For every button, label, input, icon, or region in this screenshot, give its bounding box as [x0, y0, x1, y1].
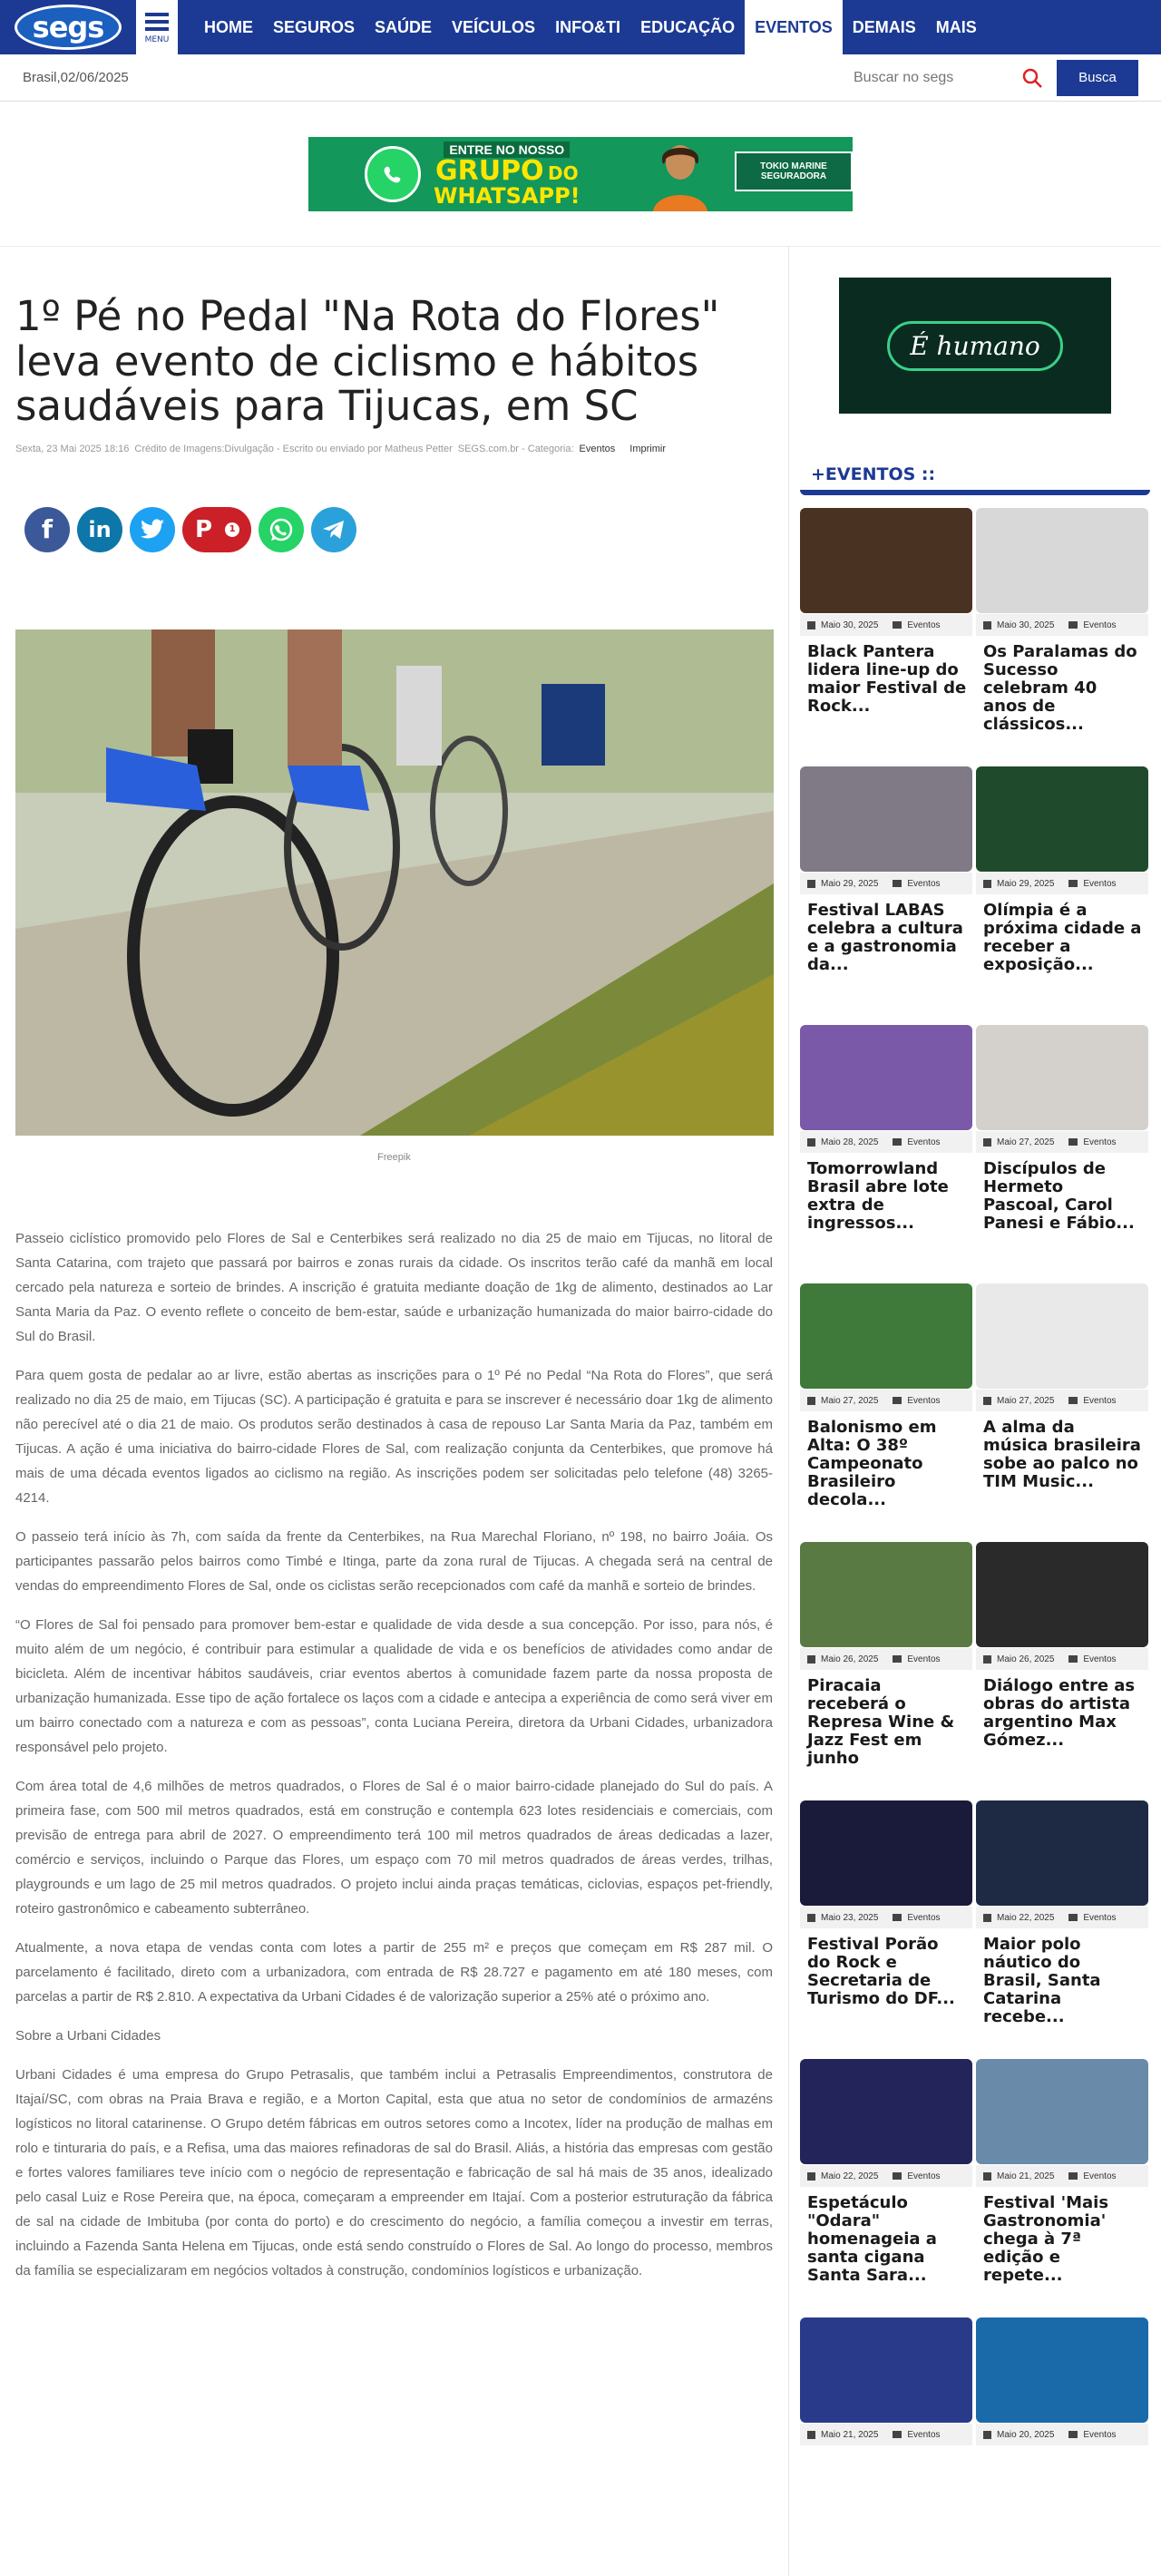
calendar-icon — [807, 621, 815, 629]
event-thumbnail[interactable] — [976, 1283, 1148, 1389]
event-title[interactable]: Balonismo em Alta: O 38º Campeonato Brasileiro decola... — [807, 1418, 937, 1509]
event-category[interactable]: Eventos — [907, 2171, 941, 2181]
event-category[interactable]: Eventos — [1083, 1395, 1117, 1406]
search-input[interactable] — [854, 63, 1017, 93]
event-card[interactable] — [800, 1283, 974, 1542]
folder-icon — [893, 1914, 902, 1921]
article-paragraph: O passeio terá início às 7h, com saída da frente da Centerbikes, na Rua Marechal Floriano, nº 198, no bairro Joáia. Os participantes passarão pelos bairros como Timbé e Itinga, parte da zona rural de Tijucas. A chegada será na central de vendas do empreendimento Flores de Sal, onde os ciclistas serão recepcionados com café da manhã e sorteio de brindes. — [15, 1528, 773, 1594]
event-date: Maio 27, 2025 — [997, 1395, 1055, 1406]
calendar-icon — [807, 1138, 815, 1147]
current-date: Brasil,02/06/2025 — [23, 70, 129, 85]
event-title[interactable]: Maior polo náutico do Brasil, Santa Catarina recebe... — [983, 1935, 1101, 2026]
folder-icon — [1068, 621, 1078, 629]
image-caption: Freepik — [377, 1151, 411, 1163]
calendar-icon — [807, 2431, 815, 2439]
event-card[interactable] — [976, 766, 1150, 1025]
telegram-share-button[interactable] — [311, 507, 356, 552]
calendar-icon — [807, 1914, 815, 1922]
banner-line1: ENTRE NO NOSSO — [444, 141, 570, 158]
event-title[interactable]: Discípulos de Hermeto Pascoal, Carol Panesi e Fábio... — [983, 1159, 1135, 1233]
event-date: Maio 27, 2025 — [821, 1395, 879, 1406]
event-date: Maio 27, 2025 — [997, 1137, 1055, 1147]
event-thumbnail[interactable] — [976, 766, 1148, 872]
tokio-marine-logo: TOKIO MARINE SEGURADORA — [735, 151, 853, 191]
calendar-icon — [983, 2431, 991, 2439]
event-category[interactable]: Eventos — [1083, 1654, 1117, 1664]
event-date: Maio 29, 2025 — [997, 878, 1055, 889]
event-thumbnail[interactable] — [976, 1800, 1148, 1906]
event-date: Maio 30, 2025 — [821, 620, 879, 630]
folder-icon — [1068, 1914, 1078, 1921]
nav-menu — [194, 0, 987, 54]
event-date: Maio 26, 2025 — [997, 1654, 1055, 1664]
event-date: Maio 22, 2025 — [821, 2171, 879, 2181]
folder-icon — [1068, 880, 1078, 887]
folder-icon — [1068, 2172, 1078, 2180]
event-card[interactable] — [800, 2317, 974, 2576]
calendar-icon — [983, 1914, 991, 1922]
print-link[interactable]: Imprimir — [629, 443, 666, 454]
event-title[interactable]: Festival 'Mais Gastronomia' chega à 7ª edição e repete... — [983, 2193, 1109, 2285]
calendar-icon — [983, 1397, 991, 1405]
event-title[interactable]: Festival LABAS celebra a cultura e a gastronomia da... — [807, 901, 963, 974]
event-meta — [800, 1648, 972, 1670]
event-meta — [976, 2165, 1148, 2187]
event-category[interactable]: Eventos — [907, 2429, 941, 2440]
article-meta — [15, 444, 773, 454]
search-icon[interactable] — [1017, 63, 1048, 93]
event-meta — [800, 2424, 972, 2445]
folder-icon — [1068, 1655, 1078, 1663]
event-meta — [976, 614, 1148, 636]
nav-item-demais[interactable]: DEMAIS — [852, 17, 916, 36]
event-category[interactable]: Eventos — [907, 1654, 941, 1664]
calendar-icon — [983, 1138, 991, 1147]
pinterest-share-button[interactable]: P 1 — [182, 507, 251, 552]
event-card[interactable] — [976, 1542, 1150, 1800]
calendar-icon — [807, 1397, 815, 1405]
site-logo[interactable]: segs — [0, 0, 136, 54]
events-grid — [800, 508, 1150, 2576]
calendar-icon — [983, 621, 991, 629]
event-thumbnail[interactable] — [800, 1800, 972, 1906]
banner-line2b: DO — [548, 161, 579, 184]
category-link[interactable]: Eventos — [579, 443, 616, 454]
event-title[interactable]: Os Paralamas do Sucesso celebram 40 anos de clássicos... — [983, 642, 1137, 734]
event-category[interactable]: Eventos — [907, 1137, 941, 1147]
event-meta — [800, 1390, 972, 1411]
article-paragraph: “O Flores de Sal foi pensado para promover bem-estar e qualidade de vida desde a sua concepção. Por isso, para nós, é muito além de um negócio, é contribuir para estimular a qualidade de vida e os benefícios de atividades como andar de bicicleta. Além de incentivar hábitos saudáveis, criar eventos abertos à comunidade fazem parte da nossa proposta de urbanização humanizada. Esse tipo de ação fortalece os laços com a cidade e antecipa a experiência de como será viver em um bairro conectado com a natureza e com as pessoas”, conta Luciana Pereira, diretora da Urbani Cidades, urbanizadora responsável pelo projeto. — [15, 1616, 773, 1755]
folder-icon — [893, 2431, 902, 2438]
event-card[interactable] — [800, 508, 974, 766]
event-card[interactable] — [976, 1283, 1150, 1542]
calendar-icon — [807, 2172, 815, 2181]
event-meta — [800, 1907, 972, 1928]
event-thumbnail[interactable] — [976, 508, 1148, 613]
folder-icon — [893, 880, 902, 887]
event-meta — [976, 873, 1148, 894]
event-card[interactable] — [800, 766, 974, 1025]
whatsapp-share-button[interactable] — [259, 507, 304, 552]
event-date: Maio 28, 2025 — [821, 1137, 879, 1147]
share-buttons — [24, 507, 773, 552]
whatsapp-banner[interactable] — [308, 137, 853, 211]
event-category[interactable]: Eventos — [1083, 2171, 1117, 2181]
event-thumbnail[interactable] — [800, 1542, 972, 1647]
event-date: Maio 21, 2025 — [997, 2171, 1055, 2181]
event-category[interactable]: Eventos — [1083, 878, 1117, 889]
nav-item-info-ti[interactable]: INFO&TI — [555, 17, 621, 36]
nav-item-educa-o[interactable]: EDUCAÇÃO — [640, 17, 736, 36]
nav-item-eventos[interactable]: EVENTOS — [745, 0, 843, 54]
folder-icon — [893, 2172, 902, 2180]
article-body — [15, 1226, 773, 2283]
event-title[interactable]: Piracaia receberá o Represa Wine & Jazz Fest em junho — [807, 1676, 955, 1768]
menu-button[interactable] — [136, 0, 178, 54]
article-paragraph: Para quem gosta de pedalar ao ar livre, estão abertas as inscrições para o 1º Pé no Pedal “Na Rota do Flores”, que será realizado no dia 25 de maio, em Tijucas (SC). A participação é gratuita e para se inscrever é necessário doar 1kg de alimento não perecível até o dia 21 de maio. Os produtos serão destinados à casa de repouso Lar Santa Maria da Paz, também em Tijucas. A ação é uma iniciativa do bairro-cidade Flores de Sal, com realização conjunta da Centerbikes, que promove há mais de uma década eventos ligados ao ciclismo na região. As inscrições podem ser solicitadas pelo telefone (48) 3265-4214. — [15, 1367, 773, 1506]
nav-item-home[interactable]: HOME — [204, 17, 253, 36]
event-card[interactable] — [800, 1800, 974, 2059]
event-title[interactable]: Festival Porão do Rock e Secretaria de Turismo do DF... — [807, 1935, 955, 2008]
ad-text: É humano — [887, 321, 1063, 371]
sidebar-ad[interactable] — [839, 278, 1111, 414]
event-thumbnail[interactable] — [976, 2317, 1148, 2423]
folder-icon — [893, 1138, 902, 1146]
event-thumbnail[interactable] — [976, 1025, 1148, 1130]
pinterest-count: 1 — [225, 522, 239, 537]
event-category[interactable]: Eventos — [1083, 1912, 1117, 1923]
event-meta — [976, 1648, 1148, 1670]
article-credit: Crédito de Imagens:Divulgação - Escrito ou enviado por Matheus Petter — [134, 443, 453, 454]
event-meta — [800, 1131, 972, 1153]
event-meta — [976, 1131, 1148, 1153]
banner-line2: GRUPO — [434, 154, 544, 187]
folder-icon — [893, 1397, 902, 1404]
event-meta — [976, 1390, 1148, 1411]
event-card[interactable] — [976, 2059, 1150, 2317]
event-date: Maio 21, 2025 — [821, 2429, 879, 2440]
article-paragraph: Sobre a Urbani Cidades — [15, 2027, 161, 2044]
event-meta — [800, 873, 972, 894]
event-card[interactable] — [800, 1542, 974, 1800]
search-button[interactable]: Busca — [1057, 60, 1138, 96]
event-title[interactable]: Black Pantera lidera line-up do maior Festival de Rock... — [807, 642, 967, 716]
event-date: Maio 26, 2025 — [821, 1654, 879, 1664]
nav-item-seguros[interactable]: SEGUROS — [273, 17, 356, 36]
event-date: Maio 30, 2025 — [997, 620, 1055, 630]
event-thumbnail[interactable] — [800, 766, 972, 872]
sub-bar — [0, 54, 1161, 102]
events-heading: +EVENTOS :: — [800, 464, 1150, 495]
event-category[interactable]: Eventos — [1083, 620, 1117, 630]
event-category[interactable]: Eventos — [1083, 2429, 1117, 2440]
sidebar — [789, 247, 1161, 2576]
event-title[interactable]: A alma da música brasileira sobe ao palco no TIM Music... — [983, 1418, 1141, 1491]
event-thumbnail[interactable] — [800, 2317, 972, 2423]
event-category[interactable]: Eventos — [1083, 1137, 1117, 1147]
event-date: Maio 23, 2025 — [821, 1912, 879, 1923]
nav-item-ve-culos[interactable]: VEÍCULOS — [452, 17, 536, 36]
event-title[interactable]: Olímpia é a próxima cidade a receber a exposição... — [983, 901, 1142, 974]
article-paragraph: Urbani Cidades é uma empresa do Grupo Petrasalis, que também inclui a Petrasalis Empreendimentos, construtora de Itajaí/SC, com obras na Praia Brava e região, e a Morton Capital, esta que atua no setor de condomínios de armazéns logísticos no litoral catarinense. O Grupo detém fábricas em outros setores como a Incotex, líder na produção de malhas em rolo e tinturaria do país, e a Refisa, uma das maiores refinadoras de sal do Brasil. Aliás, a história das empresas com gestão e fortes valores familiares teve início com o negócio de representação e fabricação de sal há mais de 35 anos, idealizado pelo casal Luiz e Rose Pereira que, na época, começaram a empreender em Itajaí. Com a posterior estruturação da fábrica de sal na cidade de Imbituba (por conta do porto) e do crescimento do negócio, a família começou a investir em terras, incluindo a Fazenda Santa Helena em Tijucas, onde está sendo construído o Flores de Sal. Ao longo do processo, membros da família se especializaram em negócios voltados à construção, condomínios logísticos e urbanização. — [15, 2066, 773, 2278]
event-card[interactable] — [976, 508, 1150, 766]
whatsapp-icon — [365, 146, 421, 202]
nav-item-mais[interactable]: MAIS — [935, 17, 977, 36]
folder-icon — [893, 621, 902, 629]
event-category[interactable]: Eventos — [907, 1912, 941, 1923]
event-meta — [800, 614, 972, 636]
article-source: SEGS.com.br - Categoria: — [457, 443, 574, 454]
banner-person-image — [644, 137, 717, 211]
calendar-icon — [807, 880, 815, 888]
article-paragraph: Atualmente, a nova etapa de vendas conta com lotes a partir de 255 m² e preços que começam em R$ 287 mil. O parcelamento é facilitado, direto com a urbanizadora, com entrada de R$ 28.727 e pagamento em até 180 meses, com parcelas a partir de R$ 2.810. A expectativa da Urbani Cidades é de valorização superior a 25% até o próximo ano. — [15, 1939, 773, 2005]
event-title[interactable]: Diálogo entre as obras do artista argentino Max Gómez... — [983, 1676, 1136, 1750]
event-card[interactable] — [976, 1025, 1150, 1283]
article-date: Sexta, 23 Mai 2025 18:16 — [15, 443, 130, 454]
event-title[interactable]: Espetáculo "Odara" homenageia a santa cigana Santa Sara... — [807, 2193, 937, 2285]
folder-icon — [1068, 1138, 1078, 1146]
article-paragraph: Com área total de 4,6 milhões de metros quadrados, o Flores de Sal é o maior bairro-cidade planejado do Sul do país. A primeira fase, com 500 mil metros quadrados, está em construção e contempla 623 lotes residenciais e comerciais, com previsão de entrega para abril de 2027. O empreendimento terá 100 mil metros quadrados de áreas dedicadas a lazer, comércio e serviços, incluindo o Parque das Flores, um espaço com 70 mil metros quadrados de áreas verdes, trilhas, playgrounds e um lago de 25 mil metros quadrados. O projeto inclui ainda praças temáticas, ciclovias, espaços pet-friendly, roteiro gastronômico e cabeamento subterrâneo. — [15, 1778, 773, 1917]
calendar-icon — [983, 880, 991, 888]
event-thumbnail[interactable] — [800, 1283, 972, 1389]
banner-area — [0, 102, 1161, 247]
folder-icon — [1068, 2431, 1078, 2438]
folder-icon — [893, 1655, 902, 1663]
article-hero-image — [15, 629, 774, 1136]
event-meta — [976, 1907, 1148, 1928]
event-date: Maio 29, 2025 — [821, 878, 879, 889]
calendar-icon — [983, 1655, 991, 1664]
event-card[interactable] — [976, 1800, 1150, 2059]
folder-icon — [1068, 1397, 1078, 1404]
article-title: 1º Pé no Pedal "Na Rota do Flores" leva evento de ciclismo e hábitos saudáveis para Tijucas, em SC — [15, 292, 720, 430]
twitter-share-button[interactable] — [130, 507, 175, 552]
linkedin-share-button[interactable]: in — [77, 507, 122, 552]
event-thumbnail[interactable] — [800, 1025, 972, 1130]
event-card[interactable] — [800, 2059, 974, 2317]
event-card[interactable] — [976, 2317, 1150, 2576]
article-column — [0, 247, 789, 2576]
event-category[interactable]: Eventos — [907, 1395, 941, 1406]
event-title[interactable]: Tomorrowland Brasil abre lote extra de ingressos... — [807, 1159, 949, 1233]
calendar-icon — [983, 2172, 991, 2181]
event-thumbnail[interactable] — [976, 2059, 1148, 2164]
menu-label: MENU — [144, 34, 170, 44]
event-thumbnail[interactable] — [800, 508, 972, 613]
top-nav — [0, 0, 1161, 54]
article-paragraph: Passeio ciclístico promovido pelo Flores de Sal e Centerbikes será realizado no dia 25 de maio em Tijucas, no litoral de Santa Catarina, com trajeto que passará por bairros e zonas rurais da cidade. Os inscritos terão café da manhã em local cercado pela natureza e sorteio de brindes. A inscrição é gratuita mediante doação de 1kg de alimento, destinados ao Lar Santa Maria da Paz. O evento reflete o conceito de bem-estar, saúde e urbanização humanizada do maior bairro-cidade do Sul do Brasil. — [15, 1230, 773, 1344]
event-thumbnail[interactable] — [976, 1542, 1148, 1647]
facebook-share-button[interactable]: f — [24, 507, 70, 552]
event-category[interactable]: Eventos — [907, 878, 941, 889]
calendar-icon — [807, 1655, 815, 1664]
event-date: Maio 22, 2025 — [997, 1912, 1055, 1923]
event-meta — [800, 2165, 972, 2187]
nav-item-sa-de[interactable]: SAÚDE — [375, 17, 433, 36]
event-thumbnail[interactable] — [800, 2059, 972, 2164]
event-meta — [976, 2424, 1148, 2445]
event-card[interactable] — [800, 1025, 974, 1283]
event-category[interactable]: Eventos — [907, 620, 941, 630]
event-date: Maio 20, 2025 — [997, 2429, 1055, 2440]
banner-line3: WHATSAPP! — [434, 182, 580, 209]
